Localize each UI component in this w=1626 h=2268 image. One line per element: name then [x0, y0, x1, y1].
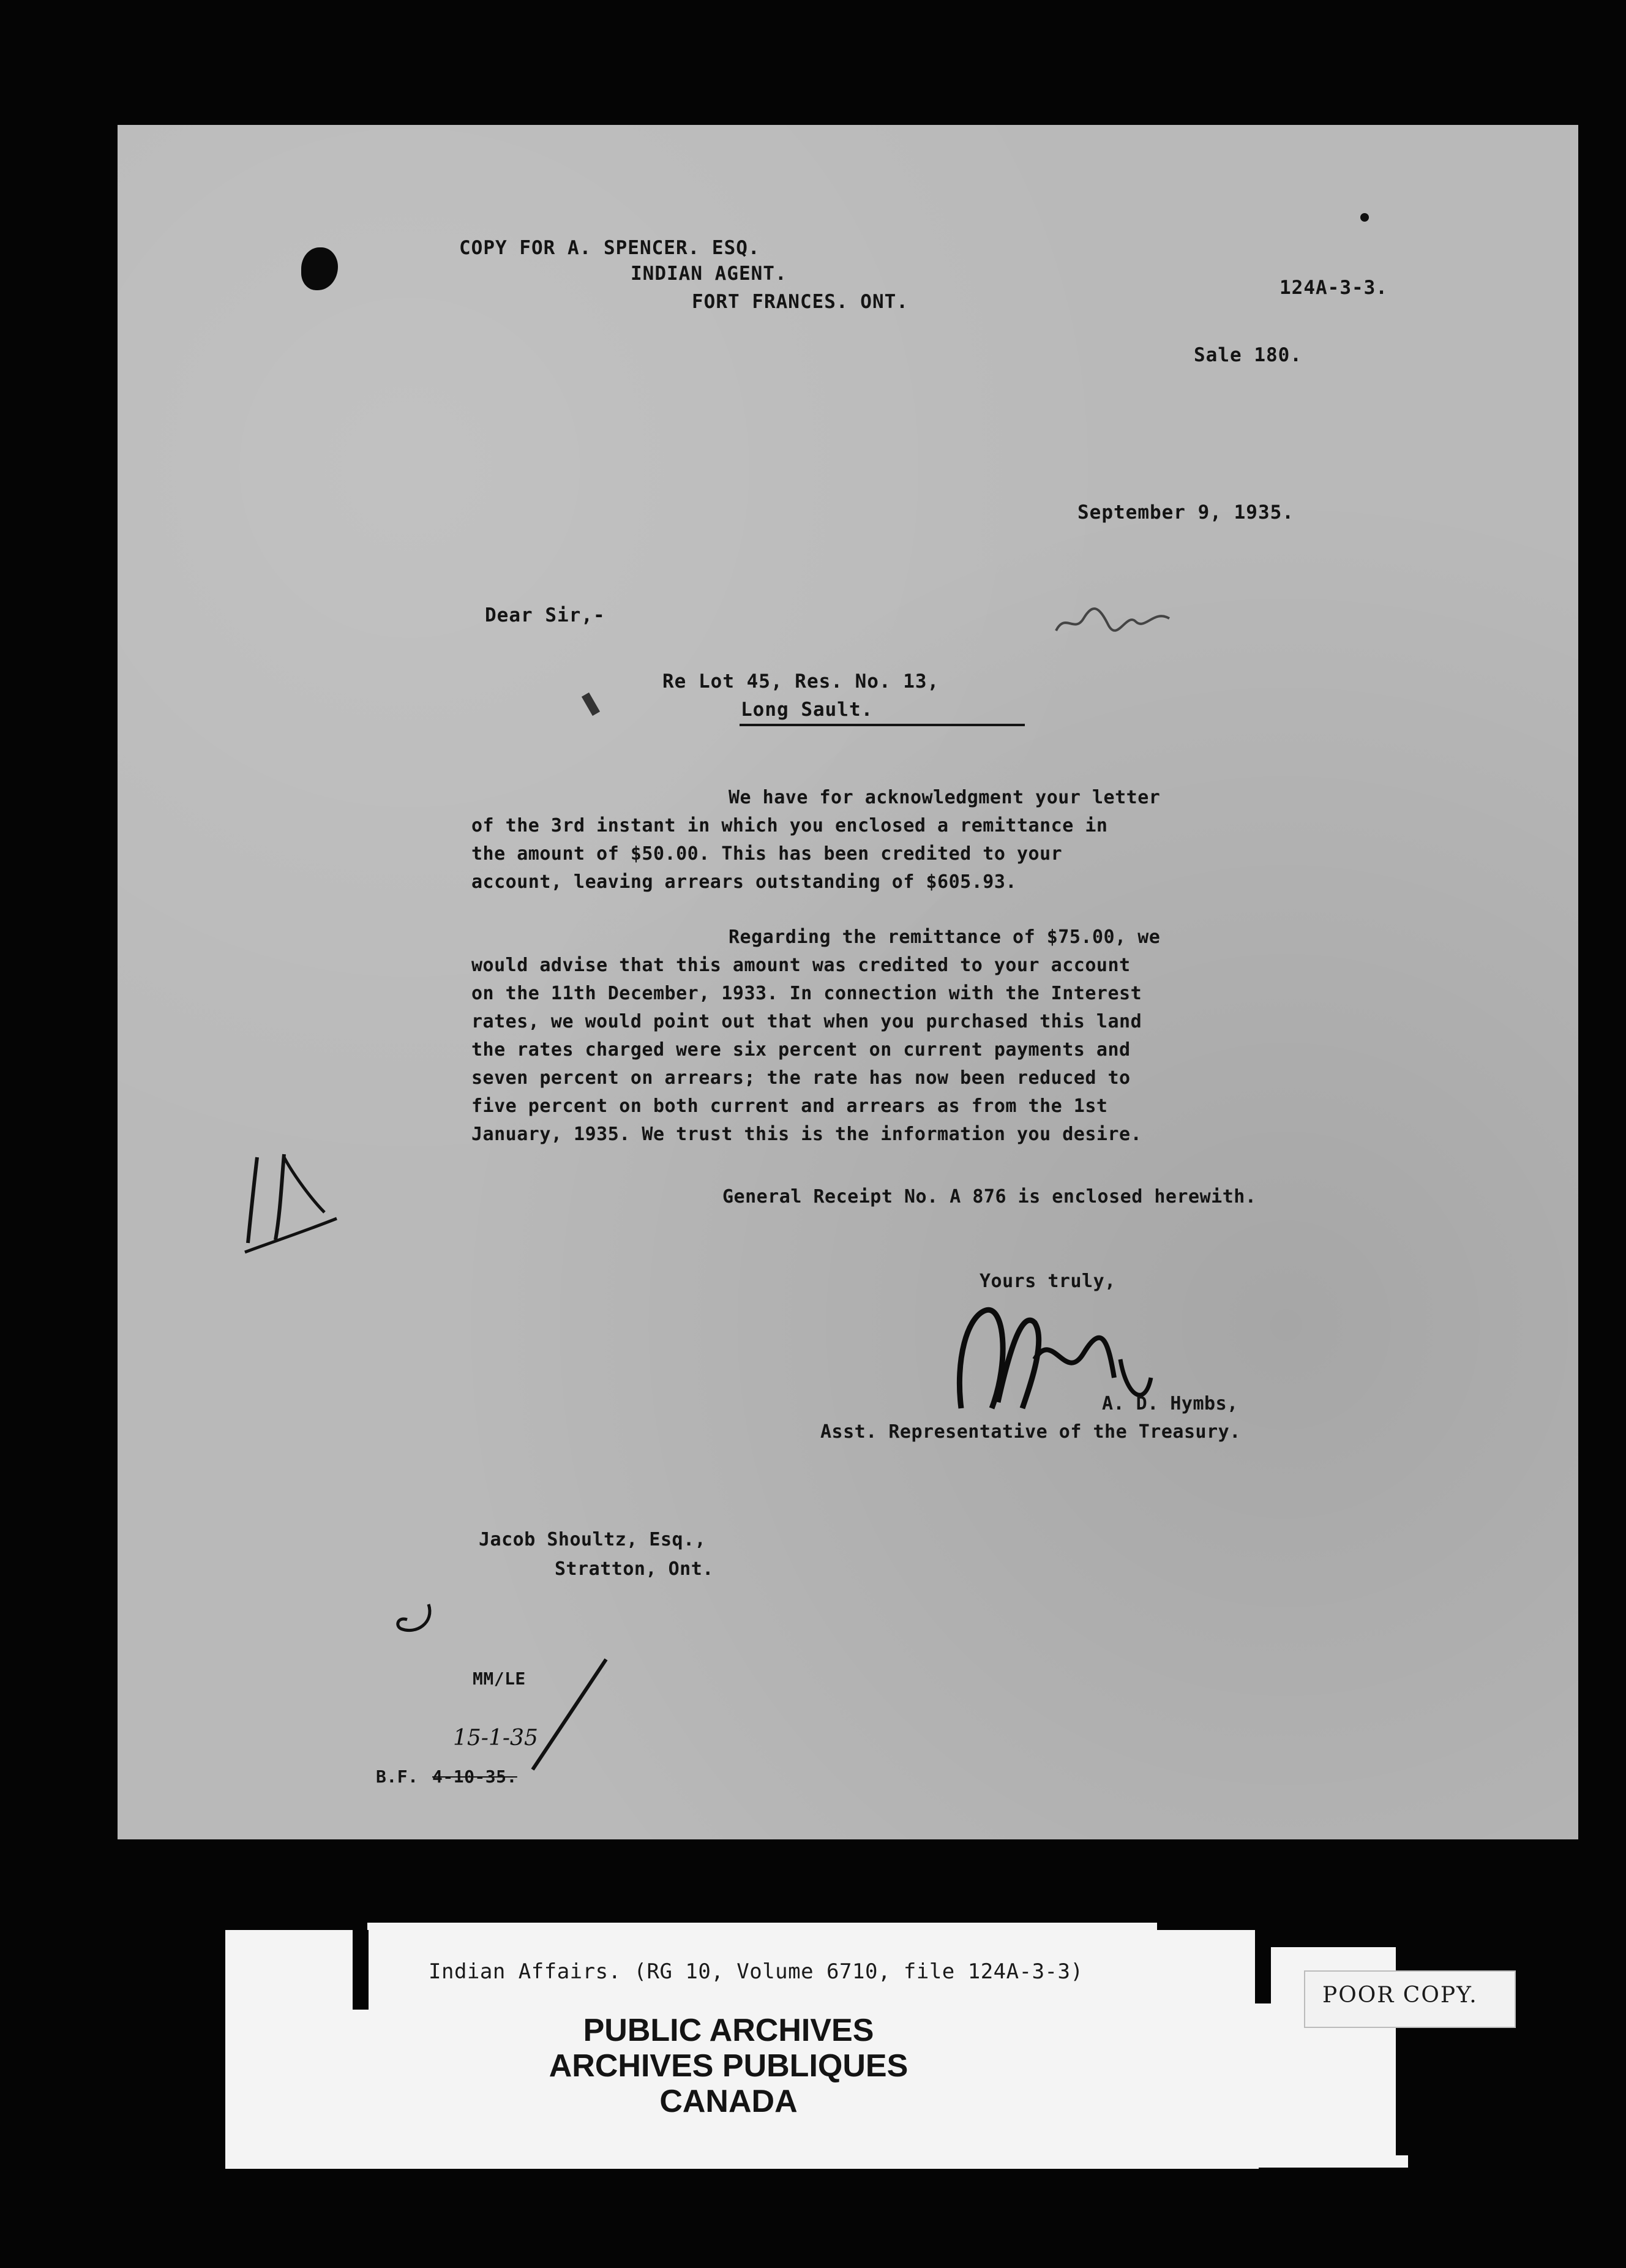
re-line1: Re Lot 45, Res. No. 13,: [662, 670, 940, 693]
bf-date: 4-10-35.: [432, 1767, 517, 1787]
paragraph2-line: on the 11th December, 1933. In connection with the Interest: [471, 983, 1142, 1004]
handwritten-scribble: [1053, 600, 1175, 643]
paragraph1-line: of the 3rd instant in which you enclosed a remittance in: [471, 815, 1108, 836]
strip-notch: [353, 1930, 369, 2010]
bf-handwritten-date: 15-1-35: [453, 1725, 538, 1751]
paragraph2-line: the rates charged were six percent on current payments and: [471, 1039, 1131, 1061]
addressee-line2: Stratton, Ont.: [555, 1558, 714, 1580]
copy-header-line1: COPY FOR A. SPENCER. ESQ.: [459, 237, 760, 259]
slash-mark: [520, 1653, 612, 1776]
paragraph2-line: would advise that this amount was credited to your account: [471, 955, 1131, 976]
paragraph2-line: rates, we would point out that when you purchased this land: [471, 1011, 1142, 1032]
paragraph1-line: account, leaving arrears outstanding of $605.93.: [471, 871, 1017, 893]
letter-date: September 9, 1935.: [1077, 501, 1294, 524]
paragraph1-line: the amount of $50.00. This has been credited to your: [471, 843, 1063, 865]
archive-citation: Indian Affairs. (RG 10, Volume 6710, file 124A-3-3): [429, 1959, 1084, 1984]
handwritten-check-mark: [392, 1598, 441, 1641]
re-line2: Long Sault.: [741, 699, 874, 721]
file-reference: 124A-3-3.: [1279, 277, 1388, 299]
copy-header-line2: INDIAN AGENT.: [631, 263, 787, 285]
paragraph1-line: We have for acknowledgment your letter: [729, 787, 1161, 808]
ink-dot: [1360, 213, 1369, 222]
typist-initials: MM/LE: [473, 1669, 526, 1689]
letter-sheet: [118, 125, 1578, 1839]
strip-bottom-edge: [367, 2155, 1408, 2168]
signer-name: A. D. Hymbs,: [1102, 1393, 1238, 1414]
archives-line1: PUBLIC ARCHIVES: [583, 2013, 874, 2048]
poor-copy-text: POOR COPY.: [1322, 1983, 1478, 2008]
sale-number: Sale 180.: [1194, 344, 1302, 366]
archives-line3: CANADA: [659, 2084, 798, 2119]
salutation: Dear Sir,-: [485, 604, 605, 626]
bf-label: B.F.: [376, 1767, 419, 1787]
copy-header-line3: FORT FRANCES. ONT.: [692, 291, 909, 313]
archives-line2: ARCHIVES PUBLIQUES: [549, 2048, 909, 2084]
handwritten-eleven-mark: [233, 1139, 343, 1261]
closing: Yours truly,: [980, 1271, 1116, 1292]
paragraph2-line: five percent on both current and arrears as from the 1st: [471, 1095, 1108, 1117]
paragraph2-line: seven percent on arrears; the rate has now been reduced to: [471, 1067, 1131, 1089]
strip-notch: [1255, 1930, 1271, 2003]
strip-top-edge: [367, 1923, 1157, 1935]
re-underline: [740, 724, 1025, 726]
paragraph2-line: January, 1935. We trust this is the information you desire.: [471, 1124, 1142, 1145]
receipt-line: General Receipt No. A 876 is enclosed herewith.: [722, 1186, 1257, 1207]
paragraph2-line: Regarding the remittance of $75.00, we: [729, 926, 1161, 948]
signer-title: Asst. Representative of the Treasury.: [820, 1421, 1241, 1443]
addressee-line1: Jacob Shoultz, Esq.,: [479, 1529, 706, 1550]
